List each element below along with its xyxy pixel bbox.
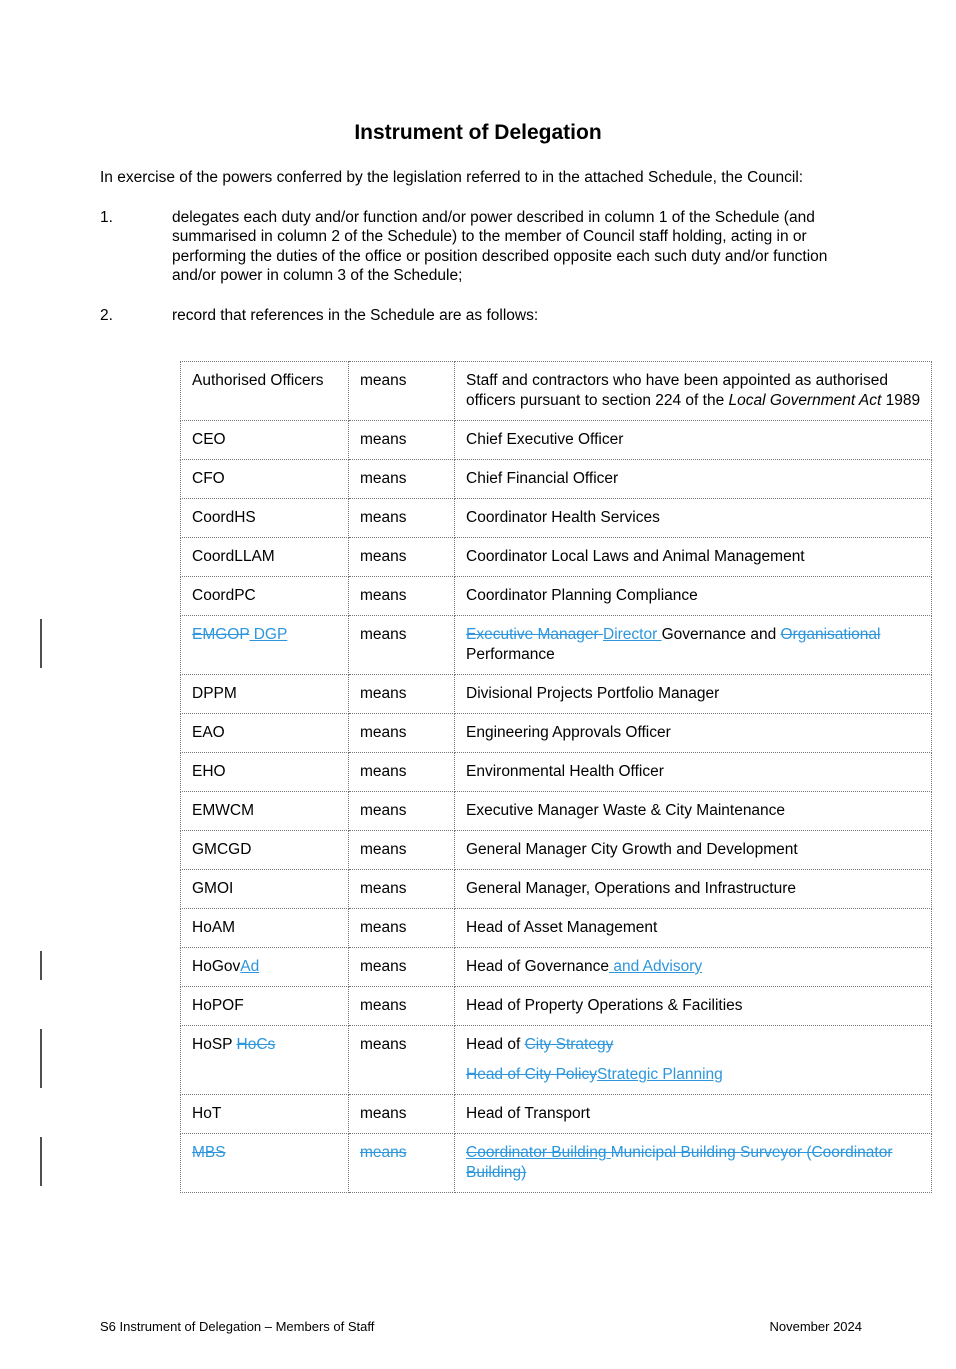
text-run: Environmental Health Officer xyxy=(466,763,664,780)
item-text: record that references in the Schedule are as follows: xyxy=(172,306,539,324)
text-run: DGP xyxy=(249,626,288,643)
definition-paragraph xyxy=(466,1035,921,1055)
text-run: Coordinator Building xyxy=(466,1144,611,1161)
definition-cell xyxy=(455,499,932,538)
page-footer xyxy=(100,1318,862,1335)
text-run: GMOI xyxy=(192,880,234,897)
means-cell xyxy=(349,1095,455,1134)
text-run: Head of Asset Management xyxy=(466,919,658,936)
table-row xyxy=(181,909,932,948)
text-run: means xyxy=(360,841,407,858)
text-run: means xyxy=(360,372,407,389)
definition-paragraph xyxy=(466,762,921,782)
text-run: means xyxy=(360,958,407,975)
definition-cell xyxy=(455,616,932,675)
table-row xyxy=(181,870,932,909)
text-run: Head of xyxy=(466,1036,525,1053)
table-row xyxy=(181,948,932,987)
definition-cell xyxy=(455,538,932,577)
text-run: Coordinator Planning Compliance xyxy=(466,587,698,604)
definition-paragraph xyxy=(466,371,921,411)
definitions-table xyxy=(180,361,932,1193)
means-cell xyxy=(349,909,455,948)
means-cell xyxy=(349,753,455,792)
text-run: EMGOP xyxy=(192,626,250,643)
text-run: Coordinator Health Services xyxy=(466,509,660,526)
definition-cell xyxy=(455,870,932,909)
table-row xyxy=(181,1026,932,1095)
text-run: means xyxy=(360,548,407,565)
definition-paragraph xyxy=(466,430,921,450)
term-cell xyxy=(181,753,349,792)
means-cell xyxy=(349,675,455,714)
means-cell xyxy=(349,421,455,460)
text-run: Municipal Building Surveyor (Coordinator Building) xyxy=(466,1144,893,1181)
item-number: 2. xyxy=(100,306,113,324)
text-run: HoSP xyxy=(192,1036,237,1053)
definition-paragraph xyxy=(466,625,921,665)
text-run: means xyxy=(360,470,407,487)
means-cell xyxy=(349,1026,455,1095)
text-run: CoordHS xyxy=(192,509,256,526)
table-row xyxy=(181,362,932,421)
definition-cell xyxy=(455,753,932,792)
means-cell xyxy=(349,1134,455,1193)
text-run: MBS xyxy=(192,1144,226,1161)
change-bar xyxy=(40,1137,42,1186)
means-cell xyxy=(349,987,455,1026)
definition-cell xyxy=(455,460,932,499)
definition-paragraph xyxy=(466,879,921,899)
table-row xyxy=(181,538,932,577)
definition-paragraph xyxy=(466,723,921,743)
text-run: means xyxy=(360,997,407,1014)
table-row xyxy=(181,987,932,1026)
text-run: GMCGD xyxy=(192,841,252,858)
table-row xyxy=(181,616,932,675)
means-cell xyxy=(349,577,455,616)
means-cell xyxy=(349,870,455,909)
text-run: CoordLLAM xyxy=(192,548,275,565)
term-cell xyxy=(181,1134,349,1193)
definition-cell xyxy=(455,421,932,460)
text-run: Ad xyxy=(240,958,260,975)
text-run: Chief Executive Officer xyxy=(466,431,624,448)
text-run: Chief Financial Officer xyxy=(466,470,619,487)
table-row xyxy=(181,714,932,753)
definition-paragraph xyxy=(466,508,921,528)
means-cell xyxy=(349,792,455,831)
text-run: Strategic Planning xyxy=(596,1066,723,1083)
definition-cell xyxy=(455,1095,932,1134)
table-row xyxy=(181,753,932,792)
text-run: CoordPC xyxy=(192,587,256,604)
text-run: Executive Manager Waste & City Maintenance xyxy=(466,802,786,819)
text-run: Head of City Policy xyxy=(466,1066,597,1083)
definition-paragraph xyxy=(466,1104,921,1124)
text-run: General Manager, Operations and Infrastructure xyxy=(466,880,796,897)
text-run: Performance xyxy=(466,646,555,663)
definition-cell xyxy=(455,714,932,753)
definition-paragraph xyxy=(466,957,921,977)
text-run: City Strategy xyxy=(524,1036,614,1053)
definition-cell xyxy=(455,831,932,870)
term-cell xyxy=(181,792,349,831)
term-cell xyxy=(181,616,349,675)
means-cell xyxy=(349,362,455,421)
text-run: HoAM xyxy=(192,919,236,936)
definition-cell xyxy=(455,577,932,616)
text-run: and Advisory xyxy=(609,958,703,975)
text-run: HoT xyxy=(192,1105,222,1122)
definition-cell xyxy=(455,792,932,831)
definition-paragraph xyxy=(466,1065,921,1085)
text-run: CFO xyxy=(192,470,225,487)
definition-paragraph xyxy=(466,586,921,606)
definition-cell xyxy=(455,987,932,1026)
definition-paragraph xyxy=(466,996,921,1016)
table-row xyxy=(181,421,932,460)
definition-cell xyxy=(455,1026,932,1095)
table-row xyxy=(181,1134,932,1193)
text-run: Head of Transport xyxy=(466,1105,591,1122)
text-run: Governance and xyxy=(661,626,781,643)
term-cell xyxy=(181,538,349,577)
term-cell xyxy=(181,362,349,421)
numbered-item-1 xyxy=(100,208,856,286)
definition-paragraph xyxy=(466,801,921,821)
term-cell xyxy=(181,714,349,753)
change-bar xyxy=(40,619,42,668)
term-cell xyxy=(181,948,349,987)
text-run: means xyxy=(360,919,407,936)
table-row xyxy=(181,675,932,714)
text-run: Organisational xyxy=(780,626,881,643)
table-row xyxy=(181,499,932,538)
table-row xyxy=(181,460,932,499)
text-run: EAO xyxy=(192,724,225,741)
item-text: delegates each duty and/or function and/or power described in column 1 of the Schedule (and summarised in column 2 of the Schedule) to the member of Council staff holding, acting in or performing the duties of the office or position described opposite each such duty and/or function and/or power in column 3 of the Schedule; xyxy=(172,208,828,284)
means-cell xyxy=(349,714,455,753)
definition-cell xyxy=(455,909,932,948)
text-run: Director xyxy=(603,626,662,643)
text-run: Engineering Approvals Officer xyxy=(466,724,671,741)
definition-cell xyxy=(455,362,932,421)
means-cell xyxy=(349,831,455,870)
text-run: Head of Governance xyxy=(466,958,610,975)
text-run: Executive Manager xyxy=(466,626,603,643)
text-run: Authorised Officers xyxy=(192,372,324,389)
text-run: HoGov xyxy=(192,958,241,975)
numbered-item-2 xyxy=(100,306,856,326)
text-run: HoCs xyxy=(236,1036,276,1053)
term-cell xyxy=(181,577,349,616)
text-run: Divisional Projects Portfolio Manager xyxy=(466,685,720,702)
term-cell xyxy=(181,909,349,948)
text-run: means xyxy=(360,763,407,780)
term-cell xyxy=(181,870,349,909)
text-run: Head of Property Operations & Facilities xyxy=(466,997,743,1014)
definition-cell xyxy=(455,948,932,987)
text-run: Coordinator Local Laws and Animal Management xyxy=(466,548,805,565)
text-run: 1989 xyxy=(881,392,921,409)
text-run: EMWCM xyxy=(192,802,254,819)
table-row xyxy=(181,577,932,616)
definition-paragraph xyxy=(466,469,921,489)
text-run: means xyxy=(360,626,407,643)
definition-paragraph xyxy=(466,547,921,567)
text-run: General Manager City Growth and Development xyxy=(466,841,798,858)
term-cell xyxy=(181,987,349,1026)
text-run: means xyxy=(360,685,407,702)
table-row xyxy=(181,792,932,831)
text-run: means xyxy=(360,724,407,741)
change-bar xyxy=(40,1029,42,1088)
footer-date: November 2024 xyxy=(769,1319,862,1334)
text-run: Local Government Act xyxy=(728,392,882,409)
text-run: means xyxy=(360,880,407,897)
text-run: means xyxy=(360,1144,407,1161)
definition-paragraph xyxy=(466,918,921,938)
means-cell xyxy=(349,948,455,987)
means-cell xyxy=(349,616,455,675)
table-row xyxy=(181,1095,932,1134)
definition-cell xyxy=(455,675,932,714)
table-row xyxy=(181,831,932,870)
intro-paragraph: In exercise of the powers conferred by the legislation referred to in the attached Schedule, the Council: xyxy=(100,169,804,186)
term-cell xyxy=(181,675,349,714)
change-bar xyxy=(40,951,42,980)
definition-cell xyxy=(455,1134,932,1193)
means-cell xyxy=(349,460,455,499)
text-run: means xyxy=(360,1105,407,1122)
term-cell xyxy=(181,1026,349,1095)
term-cell xyxy=(181,421,349,460)
text-run: CEO xyxy=(192,431,226,448)
definition-paragraph xyxy=(466,1143,921,1183)
term-cell xyxy=(181,831,349,870)
definition-paragraph xyxy=(466,684,921,704)
text-run: HoPOF xyxy=(192,997,244,1014)
term-cell xyxy=(181,460,349,499)
text-run: means xyxy=(360,802,407,819)
term-cell xyxy=(181,499,349,538)
document-title: Instrument of Delegation xyxy=(354,121,602,144)
text-run: means xyxy=(360,509,407,526)
item-number: 1. xyxy=(100,208,113,226)
means-cell xyxy=(349,538,455,577)
text-run: means xyxy=(360,431,407,448)
text-run: EHO xyxy=(192,763,226,780)
term-cell xyxy=(181,1095,349,1134)
text-run: means xyxy=(360,587,407,604)
footer-document-name: S6 Instrument of Delegation – Members of Staff xyxy=(100,1319,375,1334)
definition-paragraph xyxy=(466,840,921,860)
text-run: DPPM xyxy=(192,685,237,702)
text-run: means xyxy=(360,1036,407,1053)
means-cell xyxy=(349,499,455,538)
text-run: Staff and contractors who have been appointed as authorised officers pursuant to section 224 of the xyxy=(466,372,888,409)
